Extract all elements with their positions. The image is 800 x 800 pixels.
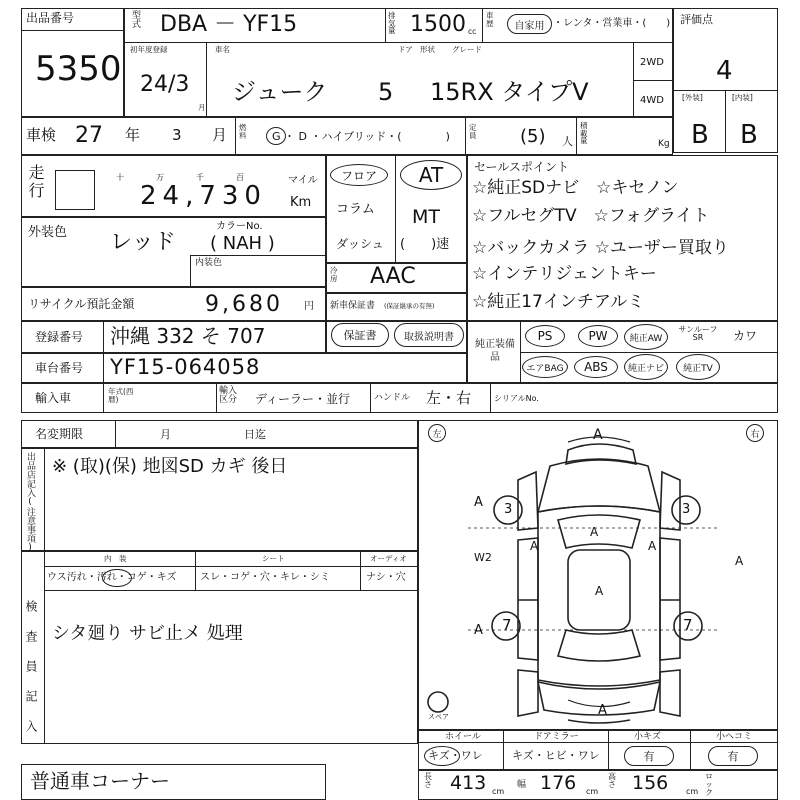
length-unit: cm: [492, 787, 505, 796]
car-name-label: 車名: [215, 45, 230, 54]
fuel-options: G ・ D ・ハイブリッド・( ): [272, 130, 450, 143]
transfer-label: 名変期限: [35, 427, 84, 441]
equipment-label: 純正装備品: [475, 339, 515, 363]
column-label: コラム: [336, 202, 375, 217]
car-name: ジューク: [232, 78, 328, 106]
sales-point-line-3: ☆バックカメラ ☆ユーザー買取り: [472, 238, 729, 258]
diagram-mark-left-door: A: [530, 539, 539, 553]
diagram-wheel-rr: 7: [683, 616, 693, 634]
width-label: 幅: [517, 780, 527, 790]
interior-header: 内 装: [104, 554, 127, 563]
audio-items: ナシ・穴: [366, 572, 406, 583]
displacement-label: 排気量: [388, 11, 396, 35]
speed-label: ( )速: [400, 237, 450, 252]
sales-point-line-2: ☆フルセグTV ☆フォグライト: [472, 206, 710, 226]
transfer-day: 日迄: [244, 428, 266, 441]
mileage-unit-top: マイル: [288, 175, 318, 186]
doors-value: 5: [378, 78, 394, 106]
model-code: DBA － YF15: [160, 12, 298, 37]
exterior-score-label: [外装]: [682, 93, 703, 102]
ac-label: 冷房: [330, 266, 338, 283]
diagram-mark-right-door: A: [648, 539, 657, 553]
import-label: 輸入車: [35, 391, 72, 405]
warranty-book: 保証書: [331, 323, 389, 347]
equip-navi: 純正ナビ: [624, 354, 668, 380]
grade-score-label: 評価点: [680, 13, 713, 26]
import-year-label: 年式(西暦): [108, 387, 134, 404]
width-unit: cm: [586, 787, 599, 796]
displacement-value: 1500: [410, 12, 466, 37]
handle-options: 左・右: [426, 389, 472, 407]
mileage-label: 走行: [26, 164, 45, 200]
capacity-label: 定員: [469, 123, 477, 140]
drive-4wd: 4WD: [640, 95, 664, 106]
fuel-label: 燃料: [239, 123, 247, 140]
equip-abs: ABS: [574, 356, 618, 378]
load-label: 積載量: [580, 121, 588, 145]
load-unit: Kg: [658, 139, 670, 149]
diagram-mark-rear-bumper: A: [598, 703, 607, 718]
new-car-warranty-label: 新車保証書: [330, 301, 376, 311]
shape-label: 形状: [420, 45, 435, 54]
shaken-month-unit: 月: [212, 126, 228, 144]
lock-label: ロック: [705, 772, 713, 797]
width-value: 176: [540, 772, 577, 794]
sales-point-line-4: ☆インテリジェントキー: [472, 264, 657, 284]
capacity-value: (5): [520, 126, 546, 147]
length-value: 413: [450, 772, 487, 794]
corner-label: 普通車コーナー: [30, 769, 170, 793]
shaken-month: 3: [172, 126, 182, 144]
model-code-label: 型式: [132, 11, 142, 30]
scratch-value: 有: [624, 746, 674, 766]
seat-header: シート: [262, 554, 285, 563]
digit-header-hyaku: 百: [236, 173, 244, 182]
color-code: ( NAH ): [210, 233, 275, 254]
seller-notes-label: 出品店記入(注意事項): [25, 452, 35, 553]
registration-value: 沖縄 332 そ 707: [110, 324, 266, 348]
handle-label: ハンドル: [374, 393, 411, 403]
equip-airbag: エアBAG: [522, 356, 568, 378]
dent-value: 有: [708, 746, 758, 766]
warranty-note: (保証継承の有無): [384, 302, 435, 310]
first-reg-value: 24/3: [140, 72, 190, 97]
equip-aw: 純正AW: [624, 324, 668, 350]
height-value: 156: [632, 772, 669, 794]
diagram-mark-rear-glass: A: [595, 584, 604, 598]
digit-header-man: 万: [156, 173, 164, 182]
sales-point-line-1: ☆純正SDナビ ☆キセノン: [472, 178, 679, 198]
mirror-value: キズ・ヒビ・ワレ: [512, 749, 600, 762]
digit-header-10man: 十: [116, 173, 124, 182]
chassis-label: 車台番号: [35, 361, 84, 375]
spare-label: スペア: [428, 713, 449, 721]
equip-leather: カワ: [733, 329, 758, 343]
shaken-year: 27: [75, 123, 103, 148]
first-reg-label: 初年度登録: [130, 45, 168, 54]
dash-label: ダッシュ: [336, 237, 384, 251]
interior-dirt-mark: [102, 569, 132, 587]
diagram-mark-front: A: [593, 427, 603, 443]
inspector-text: シタ廻り サビ止メ 処理: [52, 623, 243, 644]
wheel-label: ホイール: [445, 732, 481, 742]
interior-color-label: 内装色: [195, 258, 223, 268]
height-label: 高さ: [608, 772, 616, 789]
manual-book: 取扱説明書: [394, 323, 464, 347]
import-category-options: ディーラー・並行: [255, 392, 351, 406]
audio-header: オーディオ: [370, 554, 407, 563]
interior-items: ウス汚れ・汚れ・コゲ・キズ: [47, 572, 177, 583]
wheel-scratch-mark: [424, 746, 460, 766]
transfer-month: 月: [160, 428, 171, 441]
drive-2wd: 2WD: [640, 57, 664, 68]
grade-label: グレード: [452, 45, 482, 54]
dent-label: 小ヘコミ: [716, 732, 753, 742]
usage-label: 車歴: [486, 11, 494, 28]
sales-points-label: セールスポイント: [474, 160, 569, 174]
equip-ps: PS: [525, 325, 565, 347]
diagram-mark-w2: W2: [474, 551, 492, 564]
sales-point-line-5: ☆純正17インチアルミ: [472, 292, 645, 312]
exterior-score: B: [691, 120, 709, 150]
diagram-mark-right-side: A: [735, 554, 744, 568]
import-category-label: 輸入区分: [219, 386, 238, 405]
diagram-mark-hood: A: [590, 525, 599, 539]
equip-tv: 純正TV: [676, 354, 720, 380]
wheel-value: キズ・ワレ: [428, 749, 483, 762]
usage-options: ・レンタ・営業車・( ): [553, 18, 671, 29]
recycle-label: リサイクル預託金額: [28, 297, 135, 311]
shaken-year-unit: 年: [125, 126, 141, 144]
scratch-label: 小キズ: [634, 732, 661, 742]
at-selected: AT: [400, 160, 462, 190]
interior-score: B: [740, 120, 758, 150]
digit-header-sen: 千: [196, 173, 204, 182]
height-unit: cm: [686, 787, 699, 796]
diagram-mark-left-rear: A: [474, 623, 483, 638]
inspector-label: 検査員記入: [24, 600, 38, 750]
equip-sr: サンルーフSR: [678, 325, 718, 342]
displacement-unit: cc: [468, 27, 477, 36]
color-label: 外装色: [28, 225, 68, 240]
diagram-mark-left-front: A: [474, 495, 483, 510]
seller-notes-text: ※ (取)(保) 地図SD カギ 後日: [52, 456, 288, 477]
lot-label: 出品番号: [26, 11, 75, 25]
diagram-right-label: 右: [746, 424, 764, 442]
car-diagram: [418, 420, 778, 730]
lot-number: 5350: [35, 49, 122, 89]
ac-value: AAC: [370, 264, 416, 289]
seat-items: スレ・コゲ・穴・キレ・シミ: [200, 572, 330, 583]
serial-label: シリアルNo.: [494, 394, 539, 403]
diagram-wheel-fr: 3: [682, 502, 691, 517]
doors-label: ドア: [398, 45, 413, 54]
shaken-label: 車検: [26, 126, 57, 144]
recycle-unit: 円: [304, 301, 314, 312]
equip-pw: PW: [578, 325, 618, 347]
grade-value: 15RX タイプV: [430, 78, 589, 106]
usage-private: 自家用: [507, 14, 552, 34]
floor-selected: フロア: [330, 164, 388, 186]
color-code-label: カラーNo.: [216, 221, 263, 232]
capacity-unit: 人: [562, 135, 573, 148]
recycle-value: 9,680: [205, 292, 283, 317]
mt-label: MT: [412, 206, 440, 228]
mileage-value: 24,730: [140, 181, 267, 211]
registration-label: 登録番号: [35, 330, 84, 344]
diagram-left-label: 左: [428, 424, 446, 442]
color-value: レッド: [110, 230, 176, 255]
length-label: 長さ: [424, 772, 432, 789]
mirror-label: ドアミラー: [534, 732, 579, 742]
diagram-wheel-rl: 7: [502, 616, 512, 634]
first-reg-unit: 月: [198, 103, 206, 112]
interior-score-label: [内装]: [732, 93, 753, 102]
chassis-value: YF15-064058: [110, 355, 261, 379]
diagram-wheel-fl: 3: [504, 502, 513, 517]
mileage-unit-bottom: Km: [290, 195, 312, 210]
grade-score: 4: [716, 56, 733, 86]
